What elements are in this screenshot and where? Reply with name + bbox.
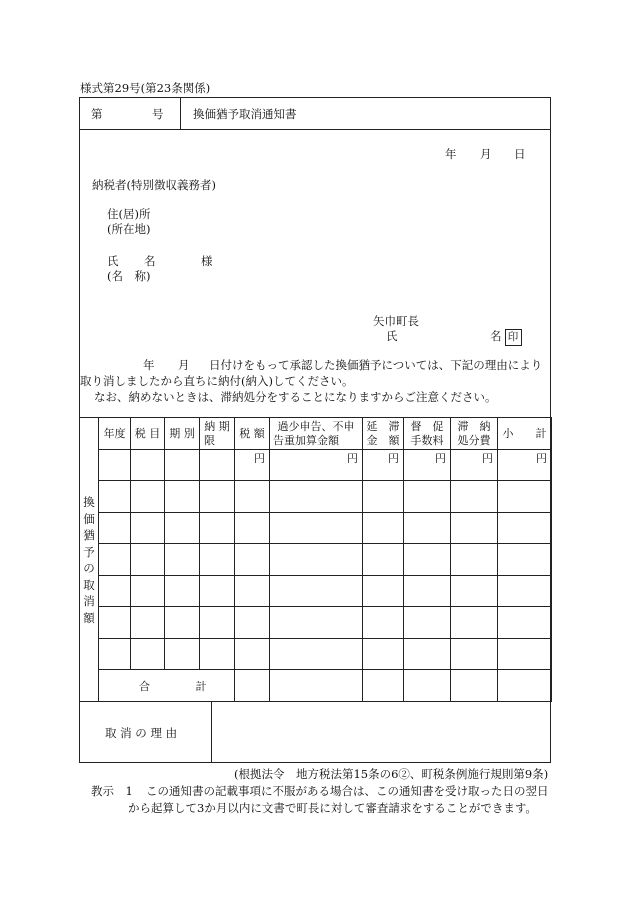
honorific: 様 bbox=[201, 254, 213, 268]
table-row bbox=[99, 450, 552, 481]
document-title: 換価猶予取消通知書 bbox=[193, 107, 297, 121]
side-label: 換 価 猶 予 の 取 消 額 bbox=[83, 495, 95, 625]
legal-basis: (根拠法令 地方税法第15条の6②、町税条例施行規則第9条) bbox=[234, 767, 549, 781]
col-due-date: 納 期 限 bbox=[200, 418, 235, 450]
number-label-left: 第 bbox=[91, 107, 103, 121]
amount-table bbox=[98, 417, 552, 702]
col-penalty: 過少申告、不申 告重加算金額 bbox=[270, 418, 363, 450]
col-disposition-fee: 滞 納 処分費 bbox=[451, 418, 498, 450]
reason-separator bbox=[211, 701, 212, 763]
total-row bbox=[99, 670, 552, 702]
table-row bbox=[99, 607, 552, 639]
unit-label: 円 bbox=[451, 450, 498, 481]
col-dunning-fee: 督 促 手数料 bbox=[404, 418, 451, 450]
table-header-row bbox=[99, 418, 552, 450]
unit-label: 円 bbox=[498, 450, 552, 481]
table-row bbox=[99, 639, 552, 670]
name-label-2: 名 bbox=[144, 254, 156, 268]
address-label: 住(居)所 bbox=[107, 207, 151, 221]
address-sub-label: (所在地) bbox=[107, 222, 151, 236]
body-date-month: 月 bbox=[178, 358, 190, 372]
header-divider bbox=[79, 129, 551, 130]
col-fiscal-year: 年度 bbox=[99, 418, 131, 450]
body-line-1: 日付けをもって承認した換価猶予については、下記の理由により bbox=[209, 358, 543, 372]
issuer-title: 矢巾町長 bbox=[373, 314, 419, 328]
issuer-name-1: 氏 bbox=[386, 329, 398, 343]
date-day: 日 bbox=[514, 147, 526, 161]
col-tax-item: 税 目 bbox=[131, 418, 165, 450]
notice-line-1: この通知書の記載事項に不服がある場合は、この通知書を受け取った日の翌日 bbox=[146, 784, 549, 798]
notice-label: 教示 1 bbox=[91, 784, 133, 798]
number-label-right: 号 bbox=[152, 107, 164, 121]
col-subtotal: 小 計 bbox=[498, 418, 552, 450]
body-line-3: なお、納めないときは、滞納処分をすることになりますからご注意ください。 bbox=[94, 390, 497, 404]
table-row bbox=[99, 513, 552, 544]
col-period: 期 別 bbox=[165, 418, 200, 450]
form-label: 様式第29号(第23条関係) bbox=[80, 81, 211, 95]
unit-label: 円 bbox=[235, 450, 270, 481]
issuer-name-2: 名 印 bbox=[490, 328, 522, 346]
unit-label: 円 bbox=[404, 450, 451, 481]
date-month: 月 bbox=[480, 147, 492, 161]
name-sub-label: (名 称) bbox=[107, 269, 151, 283]
table-row bbox=[99, 544, 552, 576]
taxpayer-heading: 納税者(特別徴収義務者) bbox=[92, 178, 216, 192]
table-row bbox=[99, 576, 552, 607]
unit-label: 円 bbox=[363, 450, 404, 481]
total-label-1: 合 bbox=[139, 679, 150, 693]
table-row bbox=[99, 481, 552, 513]
col-tax-amount: 税 額 bbox=[235, 418, 270, 450]
reason-label: 取 消 の 理 由 bbox=[105, 726, 178, 740]
body-line-2: 取り消しましたから直ちに納付(納入)してください。 bbox=[80, 374, 354, 388]
col-delinquency: 延 滞 金 額 bbox=[363, 418, 404, 450]
unit-label: 円 bbox=[270, 450, 363, 481]
notice-line-2: から起算して3か月以内に文書で町長に対して審査請求をすることができます。 bbox=[128, 801, 537, 815]
total-label-2: 計 bbox=[195, 679, 207, 693]
seal-mark: 印 bbox=[505, 329, 522, 346]
name-label-1: 氏 bbox=[107, 254, 119, 268]
header-separator bbox=[180, 97, 181, 129]
total-label-cell bbox=[99, 670, 235, 702]
date-year: 年 bbox=[445, 147, 457, 161]
body-date-year: 年 bbox=[143, 358, 155, 372]
